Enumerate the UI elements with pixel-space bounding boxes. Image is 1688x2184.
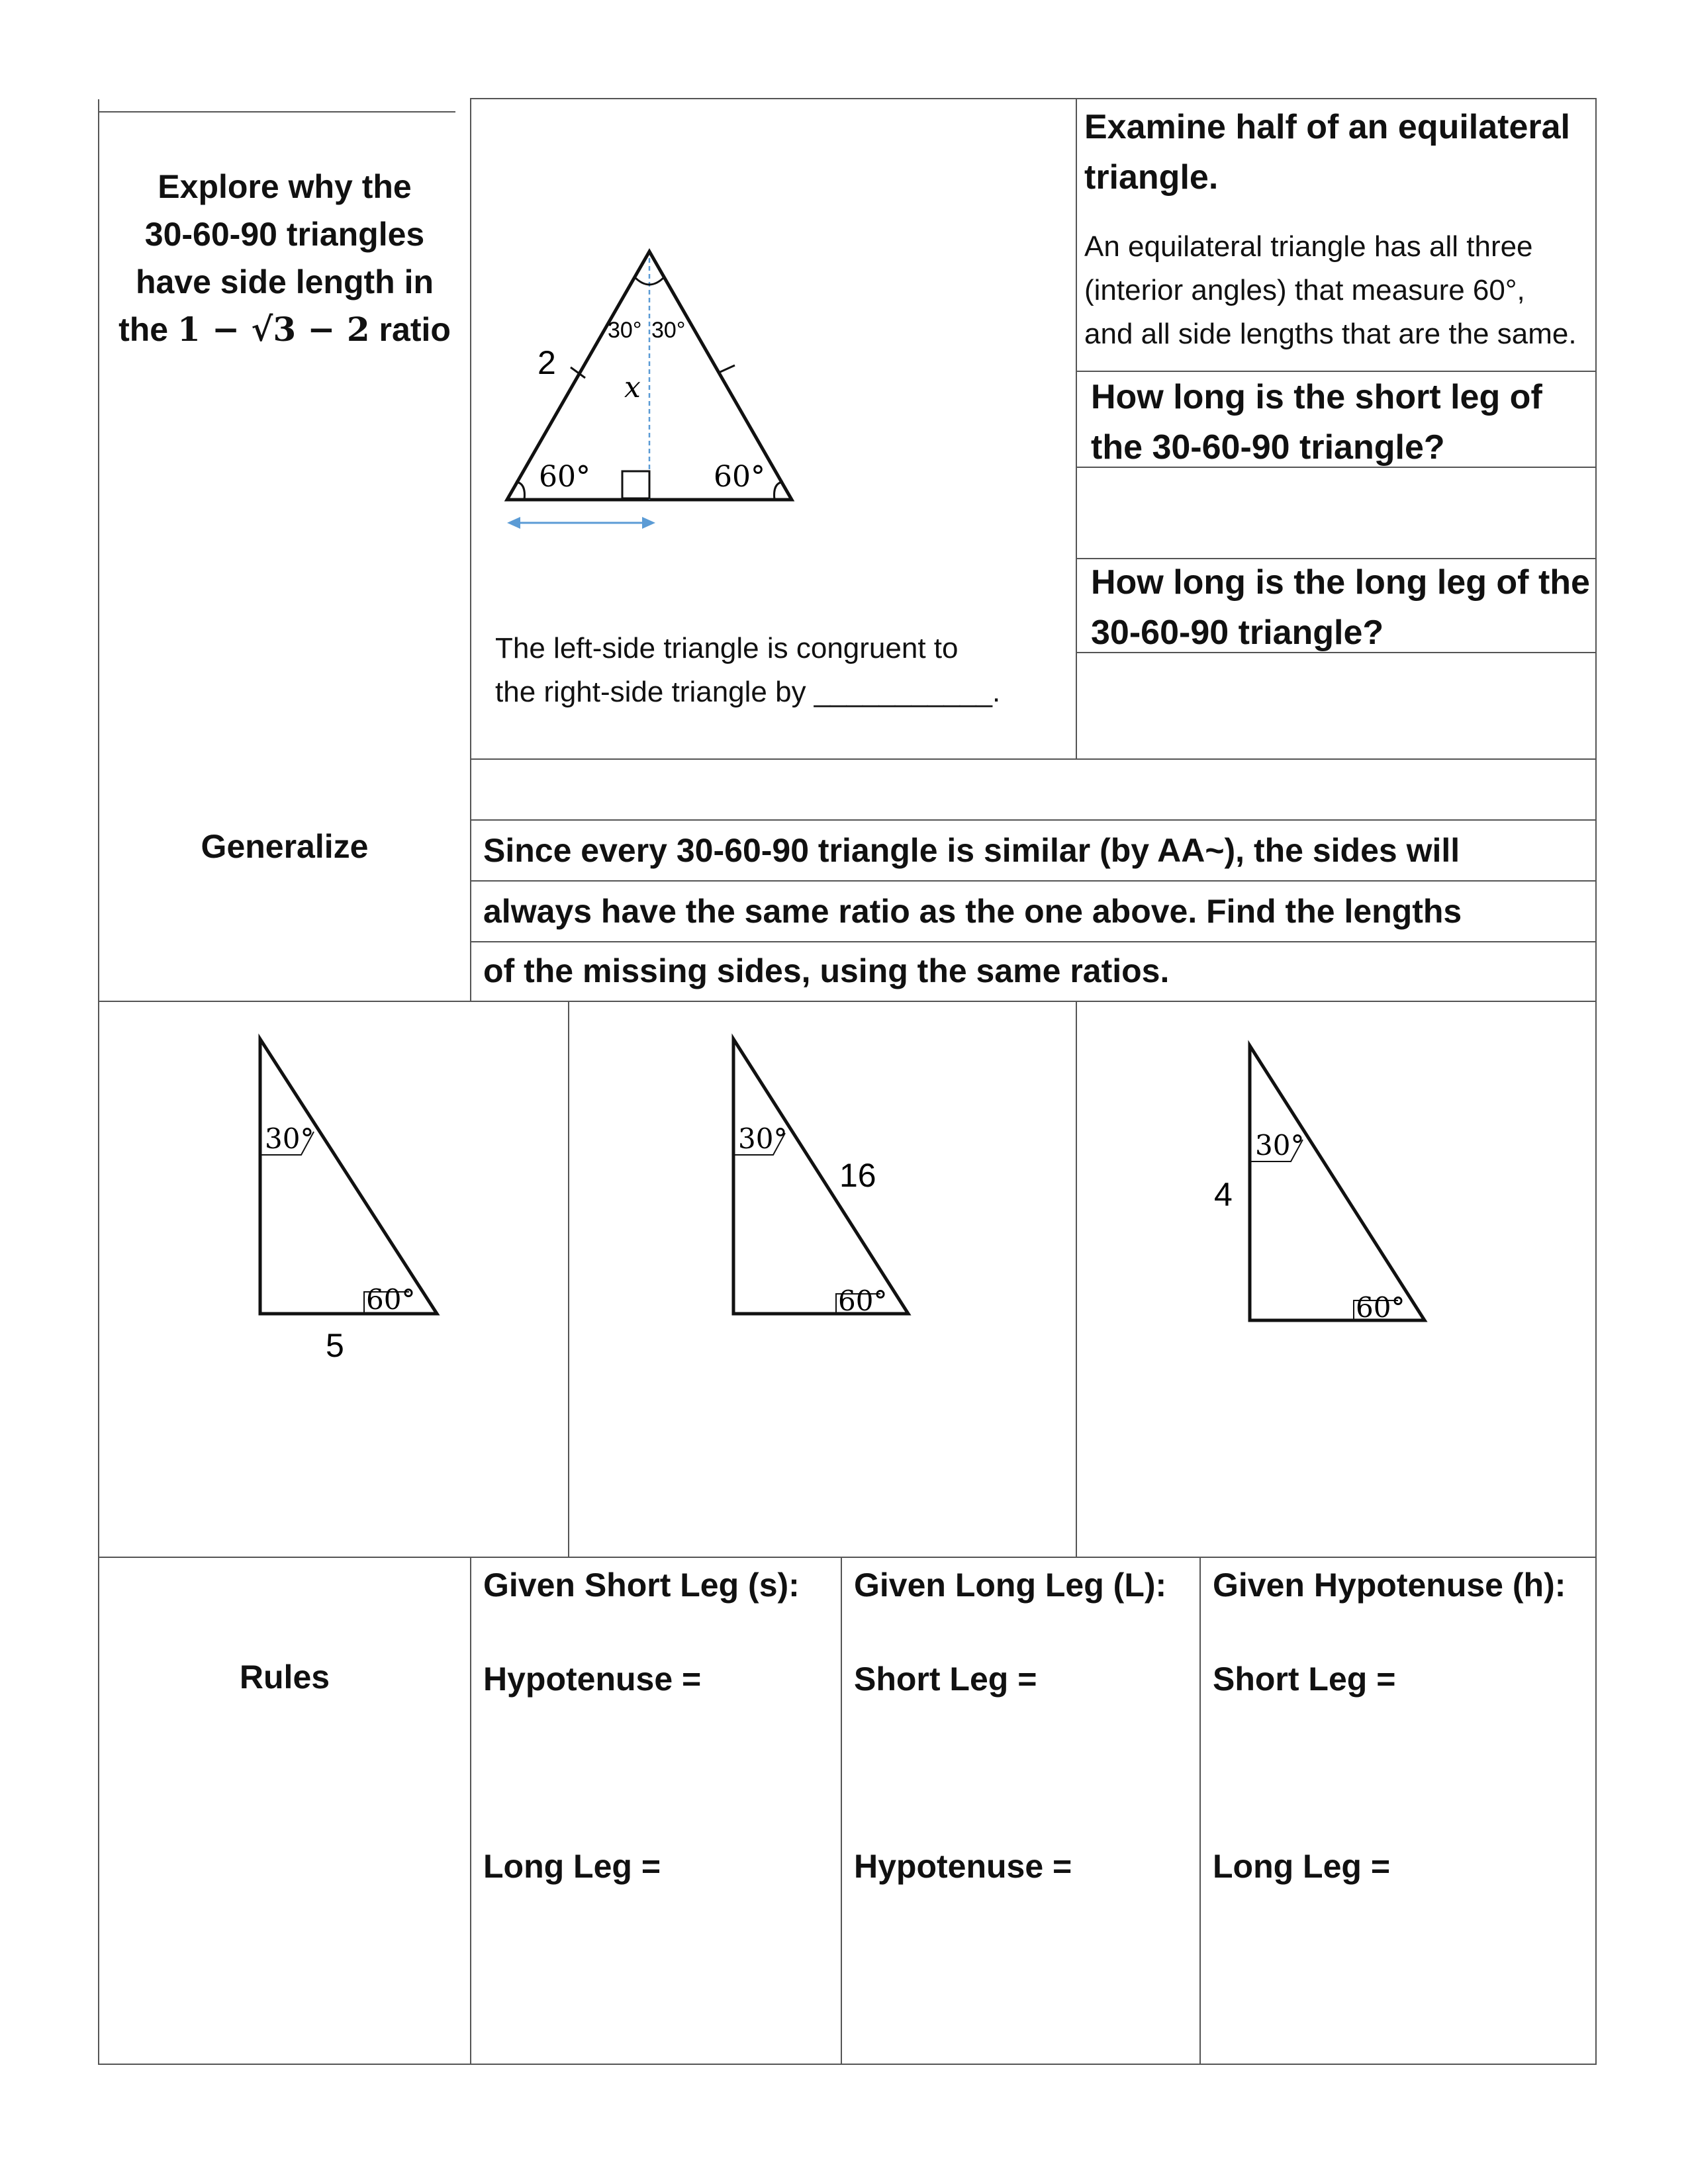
height-label: x <box>624 371 641 404</box>
examine-body-line2: (interior angles) that measure 60°, <box>1084 274 1525 306</box>
long-leg-question <box>1091 557 1594 658</box>
base-angle-left: 60° <box>539 460 590 494</box>
rule-col1-line2: Long Leg = <box>483 1848 661 1885</box>
side-label: 2 <box>538 344 556 381</box>
tri2-angle-bottom: 60° <box>838 1285 888 1317</box>
congruence-line2: the right-side triangle by ___________. <box>495 676 1001 708</box>
long-leg-question-line2: 30-60-90 triangle? <box>1091 614 1384 652</box>
generalize-line1: Since every 30-60-90 triangle is similar (by AA~), the sides will <box>483 832 1460 869</box>
arrowhead-left <box>507 517 520 529</box>
congruence-line1: The left-side triangle is congruent to <box>495 632 959 664</box>
examine-body-line1: An equilateral triangle has all three <box>1084 230 1533 263</box>
explore-title-line1: Explore why the <box>158 168 412 205</box>
top-angle-arc <box>634 277 665 285</box>
practice-triangle-2 <box>733 1039 908 1317</box>
right-angle-mark <box>622 471 649 498</box>
examine-heading <box>1084 102 1594 203</box>
examine-heading-line1: Examine half of an equilateral <box>1084 108 1570 146</box>
explore-title-line2: 30-60-90 triangles <box>144 216 425 253</box>
tri3-angle-bottom: 60° <box>1356 1291 1405 1324</box>
explore-title-suffix: ratio <box>369 311 451 348</box>
tri1-angle-top: 30° <box>265 1122 314 1155</box>
practice-triangle-3 <box>1214 1046 1425 1324</box>
examine-heading-line2: triangle. <box>1084 158 1219 197</box>
examine-body-line3: and all side lengths that are the same. <box>1084 318 1577 350</box>
examine-body <box>1084 225 1601 356</box>
top-angle-left: 30° <box>608 318 642 343</box>
congruence-prompt <box>495 627 1064 714</box>
short-leg-question-line2: the 30-60-90 triangle? <box>1091 428 1445 467</box>
explore-title-line3: have side length in <box>135 263 434 300</box>
tri3-angle-top: 30° <box>1255 1129 1305 1161</box>
generalize-line2: always have the same ratio as the one above. Find the lengths <box>483 893 1462 930</box>
base-angle-right: 60° <box>714 460 765 494</box>
right-angle-arc <box>774 482 783 500</box>
short-leg-question <box>1091 372 1594 473</box>
rule-col3-header: Given Hypotenuse (h): <box>1213 1567 1566 1604</box>
explore-title-line4 <box>99 306 470 353</box>
left-angle-arc <box>516 482 524 500</box>
tri1-given-label: 5 <box>326 1327 344 1364</box>
tick-left <box>571 367 585 378</box>
explore-title-prefix: the <box>118 311 177 348</box>
equilateral-triangle <box>507 251 792 500</box>
rule-col2-line1: Short Leg = <box>854 1661 1037 1698</box>
tri1-angle-bottom: 60° <box>366 1283 416 1316</box>
top-angle-right: 30° <box>651 318 686 343</box>
rule-col1-line1: Hypotenuse = <box>483 1661 702 1698</box>
ratio-math: 1 − √3 − 2 <box>177 310 370 349</box>
long-leg-question-line1: How long is the long leg of the <box>1091 563 1590 602</box>
rule-col2-line2: Hypotenuse = <box>854 1848 1072 1885</box>
rule-col1-header: Given Short Leg (s): <box>483 1567 800 1604</box>
rule-col2-header: Given Long Leg (L): <box>854 1567 1167 1604</box>
practice-triangle-1 <box>260 1039 437 1364</box>
rule-col3-line2: Long Leg = <box>1213 1848 1391 1885</box>
arrowhead-right <box>642 517 655 529</box>
short-leg-question-line1: How long is the short leg of <box>1091 378 1542 416</box>
tri2-given-label: 16 <box>839 1157 876 1194</box>
generalize-label: Generalize <box>201 828 369 865</box>
tri3-given-label: 4 <box>1214 1176 1233 1213</box>
rule-col3-line1: Short Leg = <box>1213 1661 1396 1698</box>
tick-right <box>720 365 735 372</box>
generalize-line3: of the missing sides, using the same ratios. <box>483 952 1170 989</box>
rules-label: Rules <box>239 1659 330 1696</box>
explore-title <box>99 163 470 353</box>
tri2-angle-top: 30° <box>738 1122 788 1155</box>
